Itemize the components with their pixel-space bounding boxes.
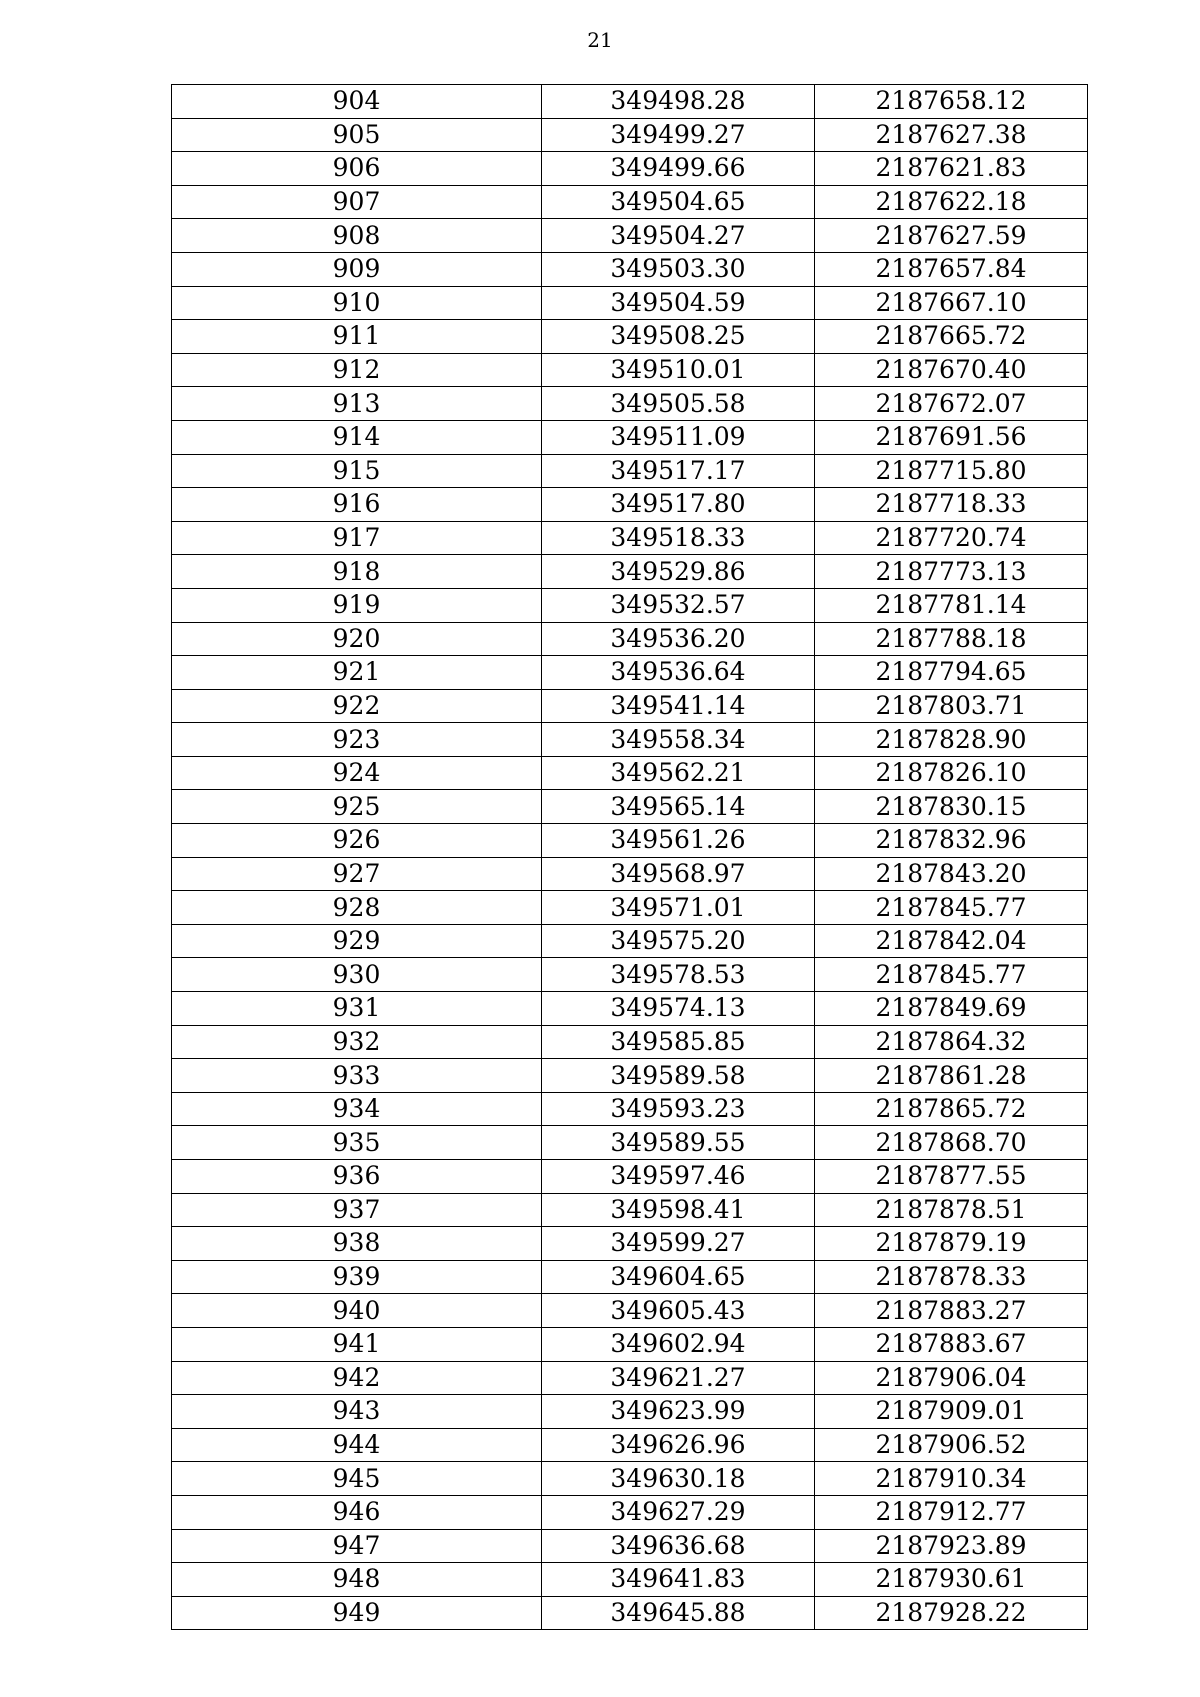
x-coordinate-cell: 349517.17 [542,454,815,488]
point-number-cell: 930 [172,958,542,992]
table-row [172,454,1088,488]
y-coordinate-cell: 2187909.01 [815,1395,1088,1429]
table-row [172,219,1088,253]
x-coordinate-cell: 349505.58 [542,387,815,421]
table-row [172,521,1088,555]
y-coordinate-cell: 2187657.84 [815,252,1088,286]
x-coordinate-cell: 349536.20 [542,622,815,656]
table-row [172,689,1088,723]
y-coordinate-cell: 2187715.80 [815,454,1088,488]
point-number-cell: 906 [172,152,542,186]
table-row [172,1227,1088,1261]
table-row [172,1462,1088,1496]
x-coordinate-cell: 349578.53 [542,958,815,992]
x-coordinate-cell: 349561.26 [542,824,815,858]
table-row [172,1260,1088,1294]
point-number-cell: 942 [172,1361,542,1395]
point-number-cell: 910 [172,286,542,320]
y-coordinate-cell: 2187622.18 [815,185,1088,219]
point-number-cell: 911 [172,320,542,354]
y-coordinate-cell: 2187845.77 [815,891,1088,925]
x-coordinate-cell: 349597.46 [542,1160,815,1194]
x-coordinate-cell: 349571.01 [542,891,815,925]
y-coordinate-cell: 2187627.38 [815,118,1088,152]
point-number-cell: 934 [172,1092,542,1126]
x-coordinate-cell: 349562.21 [542,756,815,790]
x-coordinate-cell: 349627.29 [542,1495,815,1529]
point-number-cell: 921 [172,656,542,690]
y-coordinate-cell: 2187928.22 [815,1596,1088,1630]
y-coordinate-cell: 2187658.12 [815,85,1088,119]
x-coordinate-cell: 349504.65 [542,185,815,219]
table-row [172,756,1088,790]
x-coordinate-cell: 349503.30 [542,252,815,286]
x-coordinate-cell: 349518.33 [542,521,815,555]
y-coordinate-cell: 2187718.33 [815,488,1088,522]
x-coordinate-cell: 349605.43 [542,1294,815,1328]
point-number-cell: 926 [172,824,542,858]
y-coordinate-cell: 2187691.56 [815,420,1088,454]
x-coordinate-cell: 349532.57 [542,588,815,622]
table-row [172,723,1088,757]
point-number-cell: 925 [172,790,542,824]
table-row [172,656,1088,690]
x-coordinate-cell: 349645.88 [542,1596,815,1630]
point-number-cell: 919 [172,588,542,622]
x-coordinate-cell: 349508.25 [542,320,815,354]
point-number-cell: 917 [172,521,542,555]
y-coordinate-cell: 2187828.90 [815,723,1088,757]
point-number-cell: 908 [172,219,542,253]
x-coordinate-cell: 349510.01 [542,353,815,387]
x-coordinate-cell: 349498.28 [542,85,815,119]
x-coordinate-cell: 349504.27 [542,219,815,253]
y-coordinate-cell: 2187878.33 [815,1260,1088,1294]
x-coordinate-cell: 349589.55 [542,1126,815,1160]
x-coordinate-cell: 349589.58 [542,1059,815,1093]
x-coordinate-cell: 349626.96 [542,1428,815,1462]
point-number-cell: 922 [172,689,542,723]
point-number-cell: 940 [172,1294,542,1328]
y-coordinate-cell: 2187912.77 [815,1495,1088,1529]
y-coordinate-cell: 2187910.34 [815,1462,1088,1496]
y-coordinate-cell: 2187665.72 [815,320,1088,354]
point-number-cell: 949 [172,1596,542,1630]
point-number-cell: 946 [172,1495,542,1529]
table-row [172,1428,1088,1462]
table-row [172,320,1088,354]
x-coordinate-cell: 349602.94 [542,1327,815,1361]
table-row [172,1294,1088,1328]
y-coordinate-cell: 2187923.89 [815,1529,1088,1563]
point-number-cell: 931 [172,992,542,1026]
y-coordinate-cell: 2187803.71 [815,689,1088,723]
x-coordinate-cell: 349565.14 [542,790,815,824]
x-coordinate-cell: 349641.83 [542,1563,815,1597]
point-number-cell: 943 [172,1395,542,1429]
point-number-cell: 944 [172,1428,542,1462]
y-coordinate-cell: 2187883.27 [815,1294,1088,1328]
table-row [172,924,1088,958]
table-row [172,1495,1088,1529]
x-coordinate-cell: 349568.97 [542,857,815,891]
table-row [172,622,1088,656]
point-number-cell: 909 [172,252,542,286]
x-coordinate-cell: 349574.13 [542,992,815,1026]
coordinates-table [171,84,1088,1630]
x-coordinate-cell: 349575.20 [542,924,815,958]
y-coordinate-cell: 2187788.18 [815,622,1088,656]
point-number-cell: 928 [172,891,542,925]
x-coordinate-cell: 349558.34 [542,723,815,757]
x-coordinate-cell: 349599.27 [542,1227,815,1261]
y-coordinate-cell: 2187826.10 [815,756,1088,790]
y-coordinate-cell: 2187865.72 [815,1092,1088,1126]
y-coordinate-cell: 2187621.83 [815,152,1088,186]
x-coordinate-cell: 349621.27 [542,1361,815,1395]
table-row [172,1596,1088,1630]
table-row [172,85,1088,119]
point-number-cell: 913 [172,387,542,421]
point-number-cell: 936 [172,1160,542,1194]
point-number-cell: 907 [172,185,542,219]
table-row [172,118,1088,152]
y-coordinate-cell: 2187773.13 [815,555,1088,589]
y-coordinate-cell: 2187877.55 [815,1160,1088,1194]
x-coordinate-cell: 349511.09 [542,420,815,454]
y-coordinate-cell: 2187670.40 [815,353,1088,387]
point-number-cell: 915 [172,454,542,488]
table-row [172,1025,1088,1059]
y-coordinate-cell: 2187845.77 [815,958,1088,992]
table-row [172,857,1088,891]
x-coordinate-cell: 349598.41 [542,1193,815,1227]
point-number-cell: 923 [172,723,542,757]
x-coordinate-cell: 349593.23 [542,1092,815,1126]
point-number-cell: 918 [172,555,542,589]
table-row [172,1160,1088,1194]
table-row [172,286,1088,320]
coordinates-table-body [172,85,1088,1630]
x-coordinate-cell: 349499.27 [542,118,815,152]
table-row [172,992,1088,1026]
table-row [172,353,1088,387]
y-coordinate-cell: 2187883.67 [815,1327,1088,1361]
point-number-cell: 941 [172,1327,542,1361]
table-row [172,1092,1088,1126]
y-coordinate-cell: 2187868.70 [815,1126,1088,1160]
point-number-cell: 938 [172,1227,542,1261]
table-row [172,1563,1088,1597]
point-number-cell: 927 [172,857,542,891]
table-row [172,790,1088,824]
table-row [172,1327,1088,1361]
point-number-cell: 920 [172,622,542,656]
x-coordinate-cell: 349517.80 [542,488,815,522]
y-coordinate-cell: 2187906.52 [815,1428,1088,1462]
point-number-cell: 937 [172,1193,542,1227]
point-number-cell: 924 [172,756,542,790]
x-coordinate-cell: 349536.64 [542,656,815,690]
y-coordinate-cell: 2187672.07 [815,387,1088,421]
y-coordinate-cell: 2187842.04 [815,924,1088,958]
y-coordinate-cell: 2187849.69 [815,992,1088,1026]
y-coordinate-cell: 2187878.51 [815,1193,1088,1227]
table-row [172,152,1088,186]
y-coordinate-cell: 2187830.15 [815,790,1088,824]
y-coordinate-cell: 2187843.20 [815,857,1088,891]
table-row [172,252,1088,286]
x-coordinate-cell: 349623.99 [542,1395,815,1429]
y-coordinate-cell: 2187781.14 [815,588,1088,622]
table-row [172,891,1088,925]
y-coordinate-cell: 2187720.74 [815,521,1088,555]
point-number-cell: 945 [172,1462,542,1496]
x-coordinate-cell: 349529.86 [542,555,815,589]
x-coordinate-cell: 349604.65 [542,1260,815,1294]
point-number-cell: 912 [172,353,542,387]
x-coordinate-cell: 349636.68 [542,1529,815,1563]
point-number-cell: 932 [172,1025,542,1059]
table-row [172,824,1088,858]
table-row [172,588,1088,622]
x-coordinate-cell: 349541.14 [542,689,815,723]
point-number-cell: 935 [172,1126,542,1160]
y-coordinate-cell: 2187930.61 [815,1563,1088,1597]
page-number: 21 [587,28,613,52]
table-row [172,555,1088,589]
x-coordinate-cell: 349499.66 [542,152,815,186]
point-number-cell: 948 [172,1563,542,1597]
point-number-cell: 905 [172,118,542,152]
point-number-cell: 916 [172,488,542,522]
table-row [172,185,1088,219]
table-row [172,1395,1088,1429]
table-row [172,1059,1088,1093]
y-coordinate-cell: 2187667.10 [815,286,1088,320]
y-coordinate-cell: 2187879.19 [815,1227,1088,1261]
y-coordinate-cell: 2187627.59 [815,219,1088,253]
y-coordinate-cell: 2187832.96 [815,824,1088,858]
table-row [172,1529,1088,1563]
y-coordinate-cell: 2187906.04 [815,1361,1088,1395]
point-number-cell: 933 [172,1059,542,1093]
point-number-cell: 939 [172,1260,542,1294]
point-number-cell: 904 [172,85,542,119]
table-row [172,958,1088,992]
y-coordinate-cell: 2187794.65 [815,656,1088,690]
y-coordinate-cell: 2187864.32 [815,1025,1088,1059]
point-number-cell: 929 [172,924,542,958]
point-number-cell: 914 [172,420,542,454]
table-row [172,1361,1088,1395]
x-coordinate-cell: 349585.85 [542,1025,815,1059]
y-coordinate-cell: 2187861.28 [815,1059,1088,1093]
table-row [172,420,1088,454]
x-coordinate-cell: 349630.18 [542,1462,815,1496]
x-coordinate-cell: 349504.59 [542,286,815,320]
table-row [172,488,1088,522]
table-row [172,1193,1088,1227]
table-row [172,387,1088,421]
point-number-cell: 947 [172,1529,542,1563]
table-row [172,1126,1088,1160]
